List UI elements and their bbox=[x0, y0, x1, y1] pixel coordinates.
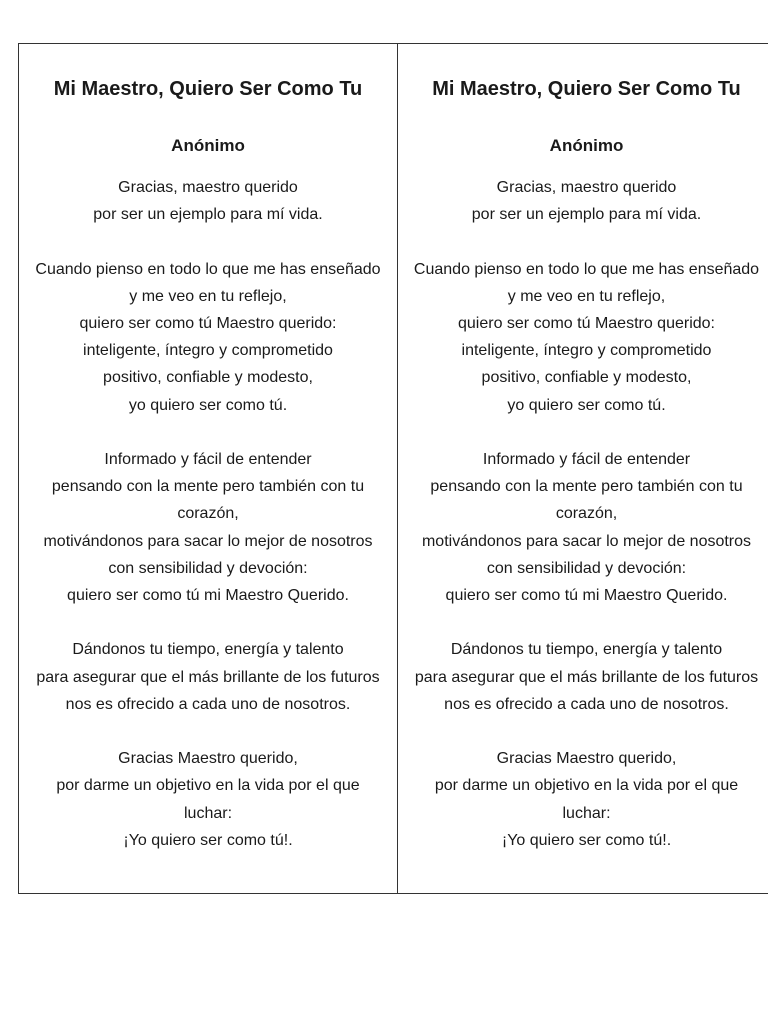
poem-author: Anónimo bbox=[171, 136, 245, 155]
poem-line: ¡Yo quiero ser como tú!. bbox=[501, 831, 672, 849]
poem-line: por darme un objetivo en la vida por el que bbox=[56, 777, 360, 795]
poem-line: Gracias, maestro querido bbox=[118, 179, 298, 196]
poem-line: motivándonos para sacar lo mejor de nosotros bbox=[43, 532, 373, 550]
poem-line: por darme un objetivo en la vida por el que bbox=[434, 777, 739, 795]
poem-line: Gracias, maestro querido bbox=[496, 179, 677, 196]
stanza-3 bbox=[398, 446, 768, 609]
poem-line: ¡Yo quiero ser como tú!. bbox=[123, 831, 293, 849]
poem-line: para asegurar que el más brillante de los futuros bbox=[36, 668, 380, 686]
poem-line: inteligente, íntegro y comprometido bbox=[461, 342, 712, 360]
stanza-5 bbox=[398, 745, 768, 854]
poem-card-right bbox=[397, 44, 768, 893]
poem-line: yo quiero ser como tú. bbox=[128, 396, 288, 414]
poem-line: pensando con la mente pero también con tu bbox=[430, 478, 743, 496]
poem-author: Anónimo bbox=[549, 136, 624, 155]
poem-line: quiero ser como tú mi Maestro Querido. bbox=[67, 587, 349, 605]
stanza-1 bbox=[398, 174, 768, 228]
stanza-3 bbox=[19, 446, 397, 609]
poem-line: corazón, bbox=[177, 505, 239, 523]
poem-line: inteligente, íntegro y comprometido bbox=[83, 342, 333, 360]
poem-line: quiero ser como tú Maestro querido: bbox=[457, 315, 715, 332]
poem-line: Dándonos tu tiempo, energía y talento bbox=[72, 641, 344, 659]
poem-line: Cuando pienso en todo lo que me has enseñado bbox=[413, 260, 760, 278]
poem-line: nos es ofrecido a cada uno de nosotros. bbox=[65, 695, 351, 713]
poem-line: luchar: bbox=[562, 804, 611, 822]
poem-line: motivándonos para sacar lo mejor de nosotros bbox=[421, 532, 752, 550]
poem-card-left bbox=[19, 44, 397, 893]
stanza-5 bbox=[19, 745, 397, 854]
poem-line: por ser un ejemplo para mí vida. bbox=[93, 206, 323, 224]
poem-line: Gracias Maestro querido, bbox=[496, 750, 677, 768]
stanza-2 bbox=[19, 256, 397, 419]
poem-line: pensando con la mente pero también con tu bbox=[51, 478, 365, 496]
poem-line: Informado y fácil de entender bbox=[104, 451, 312, 468]
poem-line: positivo, confiable y modesto, bbox=[103, 369, 313, 387]
poem-line: Informado y fácil de entender bbox=[482, 451, 691, 468]
poem-line: para asegurar que el más brillante de los futuros bbox=[414, 668, 759, 686]
poem-line: Gracias Maestro querido, bbox=[118, 750, 298, 768]
poem-line: por ser un ejemplo para mí vida. bbox=[471, 206, 702, 224]
poem-line: y me veo en tu reflejo, bbox=[507, 287, 666, 305]
poem-line: Dándonos tu tiempo, energía y talento bbox=[450, 641, 723, 659]
stanza-1 bbox=[19, 174, 397, 228]
poem-body bbox=[19, 174, 397, 854]
poem-line: yo quiero ser como tú. bbox=[507, 396, 666, 414]
poem-body bbox=[398, 174, 768, 854]
poem-line: positivo, confiable y modesto, bbox=[481, 369, 692, 387]
stanza-4 bbox=[398, 636, 768, 718]
poem-line: con sensibilidad y devoción: bbox=[486, 559, 687, 577]
poem-line: Cuando pienso en todo lo que me has enseñado bbox=[35, 260, 381, 278]
poem-card-sheet bbox=[18, 43, 768, 894]
poem-line: corazón, bbox=[555, 505, 618, 523]
stanza-4 bbox=[19, 636, 397, 718]
poem-line: nos es ofrecido a cada uno de nosotros. bbox=[444, 695, 729, 713]
poem-line: quiero ser como tú mi Maestro Querido. bbox=[445, 587, 728, 605]
poem-title: Mi Maestro, Quiero Ser Como Tu bbox=[432, 78, 741, 100]
poem-line: con sensibilidad y devoción: bbox=[108, 559, 308, 577]
poem-line: quiero ser como tú Maestro querido: bbox=[79, 315, 337, 332]
stanza-2 bbox=[398, 256, 768, 419]
poem-title: Mi Maestro, Quiero Ser Como Tu bbox=[53, 78, 363, 100]
poem-line: y me veo en tu reflejo, bbox=[129, 287, 287, 305]
poem-line: luchar: bbox=[183, 804, 233, 822]
